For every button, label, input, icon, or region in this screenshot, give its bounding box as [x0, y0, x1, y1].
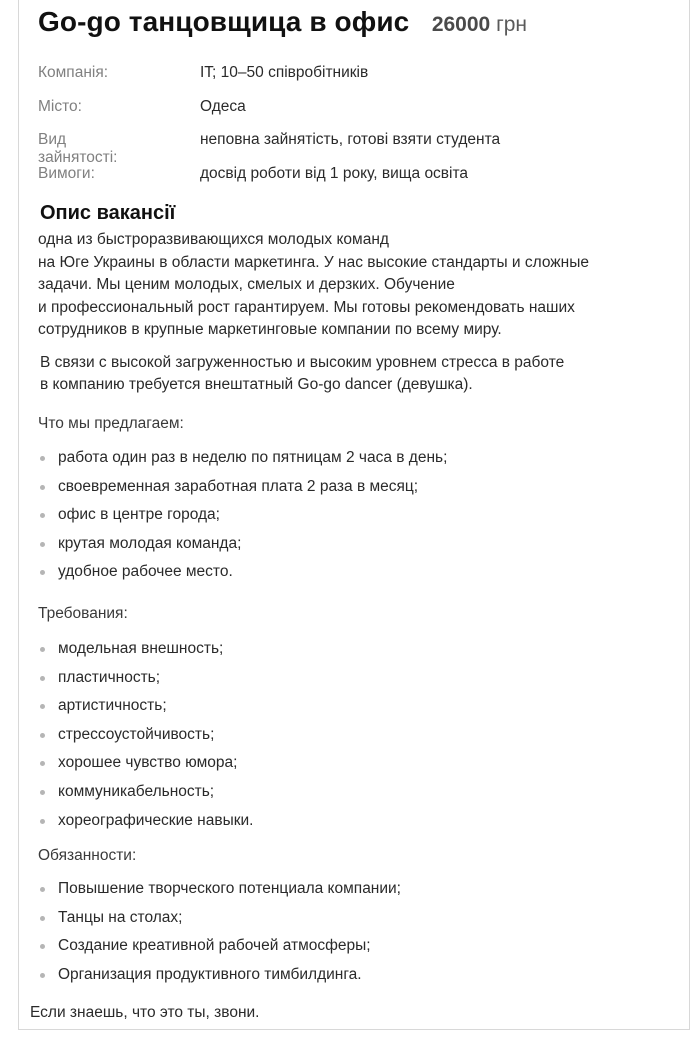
bullet-icon — [40, 704, 45, 709]
list-item: крутая молодая команда; — [38, 535, 447, 564]
closing-text: Если знаешь, что это ты, звони. — [30, 1004, 260, 1021]
description-body — [38, 229, 648, 397]
list-item: стрессоустойчивость; — [38, 726, 253, 755]
list-item: работа один раз в неделю по пятницам 2 часа в день; — [38, 449, 447, 478]
salary-currency: грн — [496, 13, 527, 36]
list-item: коммуникабельность; — [38, 783, 253, 812]
bullet-icon — [40, 542, 45, 547]
detail-label: Компанія: — [38, 64, 109, 81]
list-item: пластичность; — [38, 669, 253, 698]
bullet-icon — [40, 513, 45, 518]
duties-list — [38, 880, 401, 994]
bullet-icon — [40, 916, 45, 921]
offers-heading: Что мы предлагаем: — [38, 415, 184, 432]
detail-label: Вид зайнятості: — [38, 131, 118, 166]
list-item: артистичность; — [38, 697, 253, 726]
description-line: одна из быстроразвивающихся молодых команд — [38, 231, 389, 248]
bullet-icon — [40, 973, 45, 978]
bullet-icon — [40, 887, 45, 892]
description-paragraph — [38, 352, 648, 397]
detail-value: Одеса — [200, 97, 246, 115]
description-line: в компанию требуется внештатный Go-go dancer (девушка). — [40, 376, 473, 393]
detail-label: Вимоги: — [38, 164, 95, 182]
list-item: Танцы на столах; — [38, 909, 401, 938]
description-paragraph — [38, 229, 648, 342]
description-line: В связи с высокой загруженностью и высоким уровнем стресса в работе — [40, 353, 565, 371]
description-line: задачи. Мы ценим молодых, смелых и дерзких. Обучение — [38, 276, 455, 293]
list-item: своевременная заработная плата 2 раза в месяц; — [38, 478, 447, 507]
bullet-icon — [40, 761, 45, 766]
list-item: Создание креативной рабочей атмосферы; — [38, 937, 401, 966]
bullet-icon — [40, 676, 45, 681]
salary-amount: 26000 — [431, 13, 491, 36]
list-item: удобное рабочее место. — [38, 563, 447, 592]
bullet-icon — [40, 570, 45, 575]
bullet-icon — [40, 456, 45, 461]
list-item: Повышение творческого потенциала компании; — [38, 880, 401, 909]
header — [38, 6, 527, 38]
list-item: Организация продуктивного тимбилдинга. — [38, 966, 401, 995]
detail-value: неповна зайнятість, готові взяти студента — [200, 131, 501, 148]
requirements-list — [38, 640, 253, 840]
description-heading: Опис вакансії — [40, 202, 176, 224]
bullet-icon — [40, 647, 45, 652]
duties-heading: Обязанности: — [38, 847, 137, 864]
bullet-icon — [40, 944, 45, 949]
detail-value: досвід роботи від 1 року, вища освіта — [200, 164, 469, 182]
bullet-icon — [40, 733, 45, 738]
offers-list — [38, 449, 447, 592]
requirements-heading: Требования: — [38, 605, 128, 622]
description-line: и профессиональный рост гарантируем. Мы готовы рекомендовать наших — [38, 298, 575, 316]
bullet-icon — [40, 819, 45, 824]
job-title: Go-go танцовщица в офис — [38, 6, 410, 37]
list-item: модельная внешность; — [38, 640, 253, 669]
description-line: сотрудников в крупные маркетинговые компании по всему миру. — [38, 321, 502, 338]
bullet-icon — [40, 485, 45, 490]
bullet-icon — [40, 790, 45, 795]
list-item: хореографические навыки. — [38, 812, 253, 841]
detail-value: IT; 10–50 співробітників — [200, 64, 369, 81]
description-line: на Юге Украины в области маркетинга. У нас высокие стандарты и сложные — [38, 253, 589, 271]
salary — [432, 13, 527, 37]
list-item: офис в центре города; — [38, 506, 447, 535]
detail-label: Місто: — [38, 97, 82, 115]
list-item: хорошее чувство юмора; — [38, 754, 253, 783]
